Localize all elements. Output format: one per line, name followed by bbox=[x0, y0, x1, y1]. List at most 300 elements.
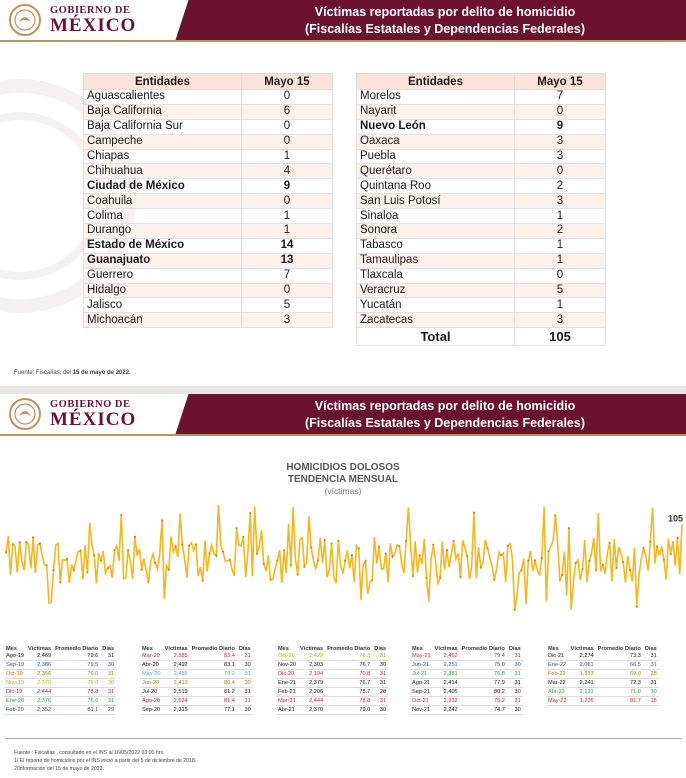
entity-name: Tabasco bbox=[357, 238, 515, 253]
entity-name: Chiapas bbox=[84, 149, 242, 164]
summary-row bbox=[140, 670, 253, 679]
data-point bbox=[466, 555, 468, 557]
summary-dias: 31 bbox=[100, 670, 116, 679]
table-row bbox=[84, 134, 333, 149]
data-point bbox=[378, 546, 380, 548]
slide-subtitle: (Fiscalías Estatales y Dependencias Federales) bbox=[305, 22, 585, 36]
entity-name: Michoacán bbox=[84, 313, 242, 328]
summary-mes: Abr-22 bbox=[546, 688, 569, 697]
summary-mes: Abr-21 bbox=[276, 706, 298, 715]
summary-header: Víctimas bbox=[300, 646, 324, 652]
data-point bbox=[93, 554, 95, 556]
summary-dias: 31 bbox=[507, 670, 523, 679]
chart-subtitle: TENDENCIA MENSUAL bbox=[287, 474, 399, 485]
summary-promedio: 70.8 bbox=[325, 670, 372, 679]
summary-mes: Feb-20 bbox=[4, 706, 26, 715]
data-point bbox=[215, 555, 217, 557]
summary-dias: 30 bbox=[237, 661, 253, 670]
entity-name: Quintana Roo bbox=[357, 179, 515, 194]
entity-value: 5 bbox=[515, 283, 606, 298]
summary-row bbox=[410, 679, 523, 688]
data-point bbox=[127, 549, 129, 551]
entity-name: Zacatecas bbox=[357, 313, 515, 328]
summary-promedio: 73.3 bbox=[596, 652, 643, 661]
table-row bbox=[84, 90, 333, 105]
data-point bbox=[195, 543, 197, 545]
entity-value: 7 bbox=[515, 90, 606, 105]
gobierno-logo bbox=[8, 397, 178, 431]
summary-row bbox=[276, 652, 388, 661]
summary-promedio: 83.1 bbox=[190, 661, 237, 670]
entity-value: 5 bbox=[242, 298, 333, 313]
data-point bbox=[86, 571, 88, 573]
summary-dias: 30 bbox=[507, 706, 523, 715]
summary-mes: Sep-21 bbox=[410, 688, 433, 697]
table-row bbox=[357, 164, 606, 179]
tables-slide bbox=[0, 0, 686, 386]
entity-name: Oaxaca bbox=[357, 134, 515, 149]
entity-value: 1 bbox=[242, 224, 333, 239]
summary-dias: 30 bbox=[507, 688, 523, 697]
summary-header: Mes bbox=[412, 646, 423, 652]
data-point bbox=[676, 537, 678, 539]
summary-mes: Ago-21 bbox=[410, 679, 433, 688]
data-point bbox=[609, 542, 611, 544]
summary-row bbox=[410, 697, 523, 706]
summary-victimas: 2,455 bbox=[163, 670, 190, 679]
data-point bbox=[12, 543, 14, 545]
summary-promedio: 79.5 bbox=[53, 661, 100, 670]
summary-victimas: 2,519 bbox=[163, 688, 190, 697]
monthly-summary-table bbox=[546, 640, 659, 706]
table-row bbox=[84, 313, 333, 328]
table-row bbox=[84, 149, 333, 164]
col-entity-header: Entidades bbox=[84, 74, 242, 90]
daily-trend-chart bbox=[0, 492, 686, 640]
table-row bbox=[357, 194, 606, 209]
summary-row bbox=[4, 688, 116, 697]
data-point bbox=[432, 544, 434, 546]
data-point bbox=[242, 536, 244, 538]
entities-table-right bbox=[356, 73, 606, 346]
data-point bbox=[358, 547, 360, 549]
summary-promedio: 76.8 bbox=[460, 670, 507, 679]
summary-dias: 31 bbox=[643, 661, 659, 670]
entity-value: 1 bbox=[242, 209, 333, 224]
summary-dias: 31 bbox=[237, 670, 253, 679]
summary-mes: Jul-20 bbox=[140, 688, 163, 697]
entity-value: 9 bbox=[515, 119, 606, 134]
summary-row bbox=[276, 688, 388, 697]
entity-name: Puebla bbox=[357, 149, 515, 164]
data-point bbox=[324, 539, 326, 541]
summary-dias: 31 bbox=[100, 652, 116, 661]
table-row bbox=[357, 298, 606, 313]
summary-mes: Nov-19 bbox=[6, 680, 25, 687]
summary-mes: Ene-20 bbox=[6, 698, 25, 705]
data-point bbox=[419, 554, 421, 556]
entity-value: 3 bbox=[242, 313, 333, 328]
data-point bbox=[113, 549, 115, 551]
data-point bbox=[405, 540, 407, 542]
data-point bbox=[364, 560, 366, 562]
summary-header: Mes bbox=[278, 646, 289, 652]
summary-mes: May-20 bbox=[142, 671, 161, 678]
summary-victimas: 2,429 bbox=[298, 652, 325, 661]
data-point bbox=[269, 579, 271, 581]
source-date: 15 de mayo de 2022. bbox=[72, 370, 131, 376]
entity-name: Guanajuato bbox=[84, 253, 242, 268]
entity-value: 3 bbox=[515, 149, 606, 164]
summary-mes: May-21 bbox=[412, 653, 431, 660]
table-row bbox=[84, 298, 333, 313]
summary-header: Promedio Diario bbox=[597, 646, 641, 652]
data-point bbox=[514, 609, 516, 611]
table-row bbox=[84, 238, 333, 253]
summary-mes: Mar-20 bbox=[140, 652, 163, 661]
header-bar bbox=[0, 0, 686, 42]
table-row bbox=[84, 283, 333, 298]
entity-name: Guerrero bbox=[84, 268, 242, 283]
data-point bbox=[487, 547, 489, 549]
summary-row bbox=[276, 661, 388, 670]
summary-dias: 31 bbox=[100, 688, 116, 697]
entities-table-left bbox=[83, 73, 333, 328]
col-value-header: Mayo 15 bbox=[242, 74, 333, 90]
source-line-3: 2/Información del 15 de mayo de 2022. bbox=[14, 766, 104, 772]
summary-promedio: 80.2 bbox=[460, 688, 507, 697]
summary-header: Víctimas bbox=[164, 646, 188, 652]
data-point bbox=[100, 559, 102, 561]
entity-value: 0 bbox=[242, 90, 333, 105]
summary-victimas: 2,356 bbox=[26, 670, 53, 679]
data-point bbox=[134, 536, 136, 538]
summary-victimas: 1,933 bbox=[569, 670, 596, 679]
data-point bbox=[643, 547, 645, 549]
data-point bbox=[351, 554, 353, 556]
summary-promedio: 75.0 bbox=[460, 661, 507, 670]
entity-value: 3 bbox=[515, 194, 606, 209]
data-point bbox=[527, 560, 529, 562]
summary-dias: 30 bbox=[237, 706, 253, 715]
data-point bbox=[290, 564, 292, 566]
summary-header: Días bbox=[238, 646, 251, 652]
summary-dias: 31 bbox=[643, 652, 659, 661]
data-point bbox=[263, 563, 265, 565]
summary-promedio: 76.6 bbox=[53, 697, 100, 706]
chart-unit: (víctimas) bbox=[324, 486, 362, 496]
summary-mes: Mar-21 bbox=[276, 697, 298, 706]
entity-value: 0 bbox=[242, 134, 333, 149]
summary-header: Víctimas bbox=[570, 646, 594, 652]
summary-dias: 30 bbox=[372, 706, 388, 715]
x-axis bbox=[6, 738, 682, 739]
data-point bbox=[568, 527, 570, 529]
summary-header: Días bbox=[644, 646, 657, 652]
summary-victimas: 2,274 bbox=[569, 652, 596, 661]
entity-value: 0 bbox=[515, 104, 606, 119]
summary-promedio: 78.3 bbox=[325, 652, 372, 661]
summary-row bbox=[546, 670, 659, 679]
summary-victimas: 2,251 bbox=[433, 661, 460, 670]
data-point bbox=[337, 540, 339, 542]
summary-row bbox=[276, 697, 388, 706]
entity-name: Hidalgo bbox=[84, 283, 242, 298]
entity-name: Baja California bbox=[84, 104, 242, 119]
data-point bbox=[283, 549, 285, 551]
summary-victimas: 2,376 bbox=[26, 697, 53, 706]
source-line-1: Fuente : Fiscalías , consultado en el INS al 16/05/2022 03:00 hrs. bbox=[14, 750, 165, 756]
summary-dias: 28 bbox=[643, 670, 659, 679]
data-point bbox=[541, 557, 543, 559]
data-point bbox=[629, 569, 631, 571]
summary-row bbox=[140, 688, 253, 697]
summary-row bbox=[546, 688, 659, 697]
summary-dias: 31 bbox=[237, 652, 253, 661]
summary-mes: Ago-19 bbox=[6, 653, 25, 660]
summary-victimas: 2,370 bbox=[298, 706, 325, 715]
entity-name: Estado de México bbox=[84, 238, 242, 253]
entity-value: 0 bbox=[242, 194, 333, 209]
summary-victimas: 2,303 bbox=[298, 661, 325, 670]
data-point bbox=[520, 569, 522, 571]
table-row bbox=[84, 104, 333, 119]
total-row bbox=[357, 328, 606, 346]
entity-name: Jalisco bbox=[84, 298, 242, 313]
summary-mes: Sep-20 bbox=[140, 706, 163, 715]
summary-dias: 31 bbox=[507, 652, 523, 661]
table-row bbox=[84, 164, 333, 179]
summary-header: Promedio Diario bbox=[327, 646, 371, 652]
data-point bbox=[622, 561, 624, 563]
data-point bbox=[636, 606, 638, 608]
entity-name: San Luis Potosí bbox=[357, 194, 515, 209]
summary-dias: 31 bbox=[643, 679, 659, 688]
entity-value: 0 bbox=[515, 164, 606, 179]
data-point bbox=[107, 567, 109, 569]
summary-header: Víctimas bbox=[434, 646, 458, 652]
data-point bbox=[344, 560, 346, 562]
summary-dias: 31 bbox=[507, 679, 523, 688]
entity-value: 3 bbox=[515, 134, 606, 149]
data-point bbox=[59, 581, 61, 583]
entity-value: 9 bbox=[242, 179, 333, 194]
summary-victimas: 2,332 bbox=[433, 697, 460, 706]
brand-name: MÉXICO bbox=[50, 15, 137, 36]
summary-promedio: 76.7 bbox=[325, 661, 372, 670]
summary-mes: Abr-20 bbox=[140, 661, 163, 670]
summary-dias: 31 bbox=[372, 697, 388, 706]
entity-name: Colima bbox=[84, 209, 242, 224]
monthly-summary-table bbox=[4, 640, 116, 715]
summary-row bbox=[4, 670, 116, 679]
summary-row bbox=[546, 697, 659, 706]
summary-mes: Ene-21 bbox=[278, 680, 297, 687]
data-point bbox=[229, 559, 231, 561]
brand-name: MÉXICO bbox=[50, 409, 137, 430]
summary-victimas: 2,492 bbox=[163, 661, 190, 670]
data-point bbox=[25, 541, 27, 543]
entity-value: 13 bbox=[242, 253, 333, 268]
summary-victimas: 2,414 bbox=[433, 679, 460, 688]
table-row bbox=[357, 238, 606, 253]
summary-row bbox=[410, 670, 523, 679]
summary-promedio: 79.0 bbox=[53, 679, 100, 688]
summary-row bbox=[140, 652, 253, 661]
summary-promedio: 81.7 bbox=[596, 697, 643, 706]
summary-dias: 31 bbox=[100, 697, 116, 706]
data-point bbox=[310, 547, 312, 549]
summary-row bbox=[276, 679, 388, 688]
data-point bbox=[575, 562, 577, 564]
header-bar bbox=[0, 394, 686, 436]
summary-dias: 28 bbox=[372, 688, 388, 697]
data-point bbox=[446, 549, 448, 551]
summary-header: Mes bbox=[6, 646, 17, 652]
entity-name: Durango bbox=[84, 224, 242, 239]
table-row bbox=[357, 179, 606, 194]
summary-victimas: 2,444 bbox=[26, 688, 53, 697]
summary-promedio: 66.5 bbox=[596, 661, 643, 670]
summary-promedio: 78.8 bbox=[325, 697, 372, 706]
summary-header: Mes bbox=[548, 646, 559, 652]
table-row bbox=[84, 253, 333, 268]
table-row bbox=[357, 268, 606, 283]
table-row bbox=[84, 119, 333, 134]
summary-victimas: 2,405 bbox=[433, 688, 460, 697]
entity-name: Sinaloa bbox=[357, 209, 515, 224]
data-point bbox=[46, 564, 48, 566]
summary-row bbox=[4, 706, 116, 715]
entity-value: 6 bbox=[242, 104, 333, 119]
data-point bbox=[439, 577, 441, 579]
data-point bbox=[202, 579, 204, 581]
total-value: 105 bbox=[515, 328, 606, 346]
monthly-summary-table bbox=[410, 640, 523, 715]
data-point bbox=[581, 568, 583, 570]
total-label: Total bbox=[357, 328, 515, 346]
entity-value: 2 bbox=[515, 224, 606, 239]
table-row bbox=[84, 209, 333, 224]
summary-victimas: 2,061 bbox=[569, 661, 596, 670]
data-point bbox=[168, 568, 170, 570]
summary-mes: Dic-20 bbox=[276, 670, 298, 679]
summary-row bbox=[140, 661, 253, 670]
source-note bbox=[14, 370, 131, 376]
entity-name: Ciudad de México bbox=[84, 179, 242, 194]
summary-promedio: 79.2 bbox=[190, 670, 237, 679]
summary-promedio: 71.0 bbox=[596, 688, 643, 697]
summary-promedio: 83.4 bbox=[190, 652, 237, 661]
summary-promedio: 76.0 bbox=[53, 670, 100, 679]
summary-row bbox=[4, 697, 116, 706]
monthly-summary-table bbox=[140, 640, 253, 715]
entity-name: Morelos bbox=[357, 90, 515, 105]
data-point bbox=[385, 553, 387, 555]
data-point bbox=[73, 569, 75, 571]
summary-header: Días bbox=[374, 646, 387, 652]
summary-promedio: 77.1 bbox=[190, 706, 237, 715]
summary-dias: 30 bbox=[100, 679, 116, 688]
data-point bbox=[588, 560, 590, 562]
summary-header: Promedio Diario bbox=[55, 646, 99, 652]
data-point bbox=[425, 577, 427, 579]
data-point bbox=[188, 545, 190, 547]
summary-promedio: 77.9 bbox=[460, 679, 507, 688]
data-point bbox=[554, 514, 556, 516]
summary-victimas: 2,352 bbox=[26, 706, 53, 715]
summary-dias: 31 bbox=[237, 688, 253, 697]
entity-value: 1 bbox=[515, 298, 606, 313]
data-point bbox=[595, 569, 597, 571]
entity-value: 2 bbox=[515, 179, 606, 194]
summary-victimas: 2,381 bbox=[433, 670, 460, 679]
summary-mes: Feb-21 bbox=[276, 688, 298, 697]
entity-name: Campeche bbox=[84, 134, 242, 149]
summary-dias: 30 bbox=[643, 688, 659, 697]
summary-row bbox=[4, 679, 116, 688]
summary-promedio: 75.2 bbox=[460, 697, 507, 706]
summary-row bbox=[546, 679, 659, 688]
summary-promedio: 79.4 bbox=[460, 652, 507, 661]
summary-mes: Sep-19 bbox=[6, 662, 25, 669]
summary-victimas: 2,315 bbox=[163, 706, 190, 715]
summary-dias: 30 bbox=[100, 661, 116, 670]
slide-title: Víctimas reportadas por delito de homicidio bbox=[314, 5, 576, 19]
summary-mes: Dic-19 bbox=[4, 688, 26, 697]
summary-header: Mes bbox=[142, 646, 153, 652]
summary-row bbox=[140, 706, 253, 715]
table-row bbox=[357, 253, 606, 268]
source-prefix: Fuente: Fiscalías, del bbox=[14, 370, 73, 376]
summary-row bbox=[140, 679, 253, 688]
summary-header: Promedio Diario bbox=[191, 646, 235, 652]
table-row bbox=[357, 283, 606, 298]
summary-mes: Ago-20 bbox=[140, 697, 163, 706]
data-point bbox=[249, 512, 251, 514]
summary-victimas: 2,131 bbox=[569, 688, 596, 697]
data-point bbox=[181, 543, 183, 545]
summary-promedio: 72.3 bbox=[596, 679, 643, 688]
chart-title: HOMICIDIOS DOLOSOS bbox=[286, 462, 400, 473]
summary-row bbox=[546, 661, 659, 670]
summary-row bbox=[410, 652, 523, 661]
summary-dias: 30 bbox=[507, 661, 523, 670]
summary-victimas: 2,379 bbox=[298, 679, 325, 688]
entity-name: Sonora bbox=[357, 224, 515, 239]
data-point bbox=[602, 564, 604, 566]
data-point bbox=[473, 512, 475, 514]
summary-row bbox=[276, 706, 388, 715]
data-point bbox=[548, 550, 550, 552]
summary-row bbox=[140, 697, 253, 706]
data-point bbox=[398, 545, 400, 547]
summary-victimas: 2,242 bbox=[433, 706, 460, 715]
entity-name: Veracruz bbox=[357, 283, 515, 298]
data-point bbox=[39, 542, 41, 544]
entity-value: 1 bbox=[515, 238, 606, 253]
summary-victimas: 2,469 bbox=[26, 652, 53, 661]
data-point bbox=[331, 543, 333, 545]
data-point bbox=[236, 527, 238, 529]
summary-promedio: 78.7 bbox=[325, 688, 372, 697]
table-row bbox=[357, 313, 606, 328]
entity-name: Tamaulipas bbox=[357, 253, 515, 268]
data-point bbox=[371, 579, 373, 581]
data-point bbox=[500, 554, 502, 556]
summary-victimas: 2,241 bbox=[569, 679, 596, 688]
entity-value: 0 bbox=[242, 119, 333, 134]
